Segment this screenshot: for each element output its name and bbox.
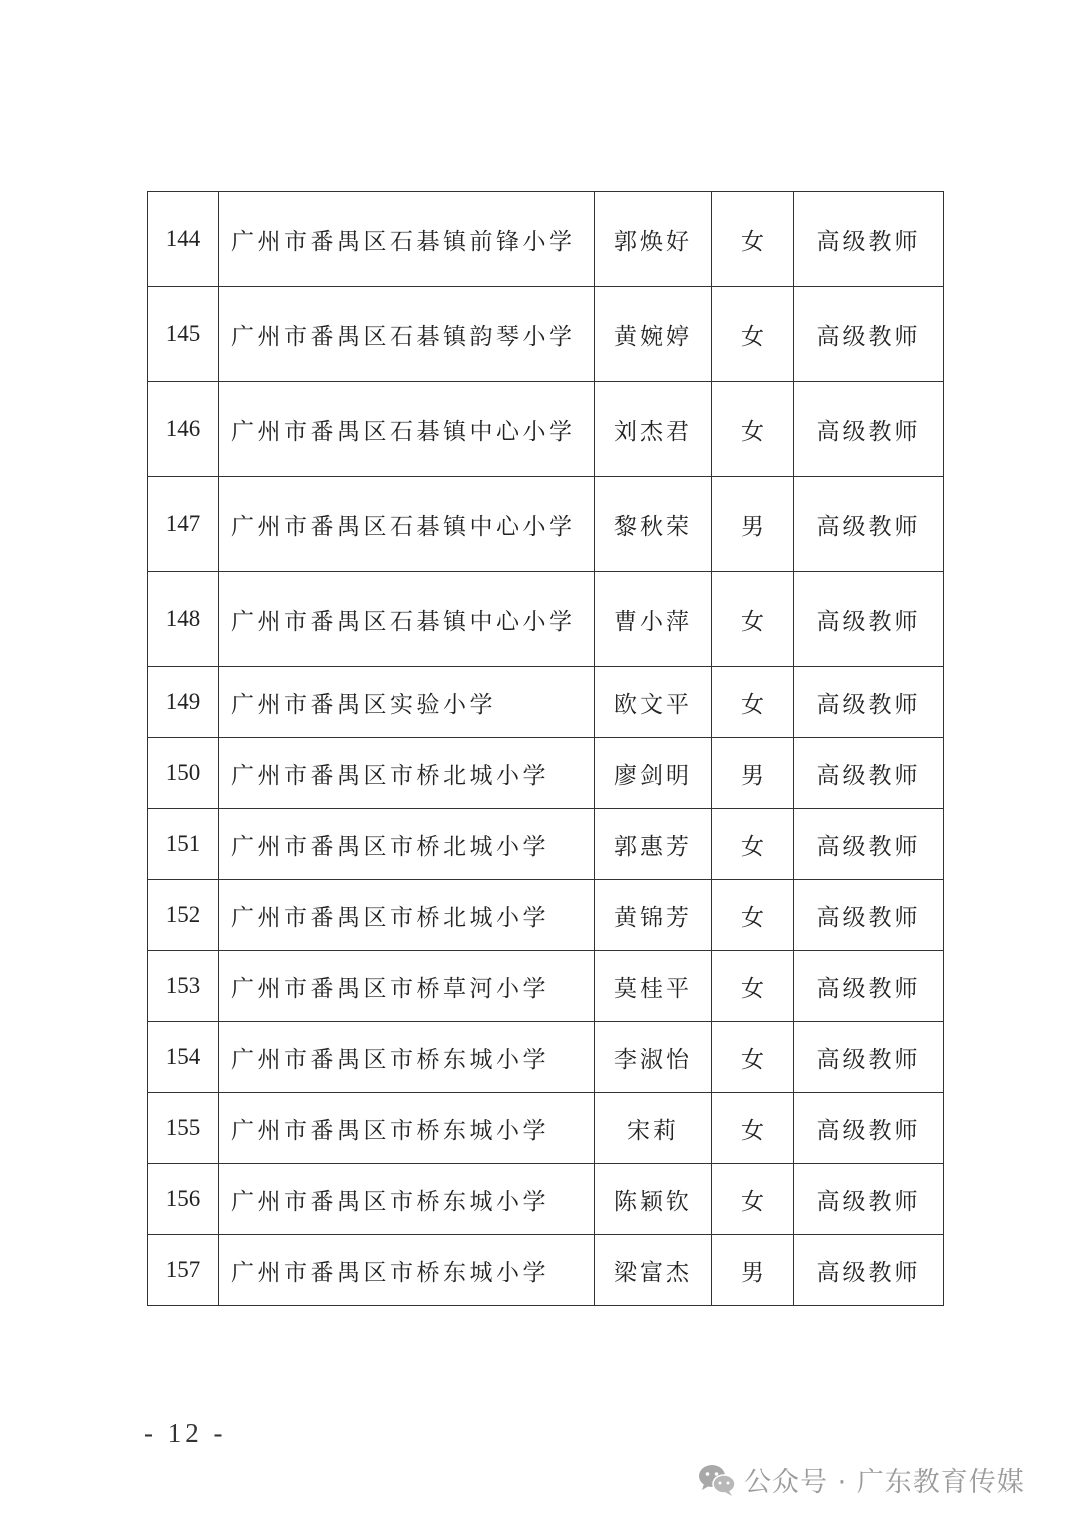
page-number: - 12 - (144, 1418, 227, 1448)
roster-table (147, 191, 944, 1306)
job-title: 高级教师 (794, 1164, 944, 1235)
row-number: 152 (148, 880, 219, 951)
school-name: 广州市番禺区市桥北城小学 (219, 738, 595, 809)
teacher-name: 宋莉 (595, 1093, 712, 1164)
school-name: 广州市番禺区石碁镇中心小学 (219, 382, 595, 477)
school-name: 广州市番禺区市桥北城小学 (219, 809, 595, 880)
school-name: 广州市番禺区石碁镇前锋小学 (219, 192, 595, 287)
teacher-name: 郭焕好 (595, 192, 712, 287)
row-number: 156 (148, 1164, 219, 1235)
gender: 女 (712, 880, 794, 951)
gender: 女 (712, 382, 794, 477)
row-number: 150 (148, 738, 219, 809)
row-number: 144 (148, 192, 219, 287)
row-number: 147 (148, 477, 219, 572)
row-number: 157 (148, 1235, 219, 1306)
watermark (698, 1460, 1025, 1499)
gender: 女 (712, 1093, 794, 1164)
gender: 女 (712, 809, 794, 880)
teacher-name: 李淑怡 (595, 1022, 712, 1093)
watermark-text: 公众号 · 广东教育传媒 (744, 1467, 1025, 1498)
gender: 女 (712, 951, 794, 1022)
row-number: 154 (148, 1022, 219, 1093)
job-title: 高级教师 (794, 951, 944, 1022)
teacher-name: 欧文平 (595, 667, 712, 738)
school-name: 广州市番禺区市桥北城小学 (219, 880, 595, 951)
teacher-name: 郭惠芳 (595, 809, 712, 880)
teacher-name: 廖剑明 (595, 738, 712, 809)
row-number: 145 (148, 287, 219, 382)
job-title: 高级教师 (794, 192, 944, 287)
row-number: 155 (148, 1093, 219, 1164)
job-title: 高级教师 (794, 809, 944, 880)
school-name: 广州市番禺区市桥东城小学 (219, 1235, 595, 1306)
table-row (148, 880, 944, 951)
gender: 男 (712, 477, 794, 572)
table-row (148, 951, 944, 1022)
teacher-name: 曹小萍 (595, 572, 712, 667)
table-row (148, 477, 944, 572)
teacher-name: 黎秋荣 (595, 477, 712, 572)
gender: 女 (712, 667, 794, 738)
gender: 男 (712, 1235, 794, 1306)
wechat-icon (698, 1463, 736, 1497)
school-name: 广州市番禺区石碁镇中心小学 (219, 572, 595, 667)
school-name: 广州市番禺区石碁镇韵琴小学 (219, 287, 595, 382)
teacher-name: 刘杰君 (595, 382, 712, 477)
teacher-name: 黄婉婷 (595, 287, 712, 382)
teacher-name: 莫桂平 (595, 951, 712, 1022)
job-title: 高级教师 (794, 382, 944, 477)
gender: 女 (712, 192, 794, 287)
table-row (148, 738, 944, 809)
gender: 女 (712, 1164, 794, 1235)
row-number: 153 (148, 951, 219, 1022)
school-name: 广州市番禺区市桥东城小学 (219, 1164, 595, 1235)
table-row (148, 1235, 944, 1306)
teacher-name: 黄锦芳 (595, 880, 712, 951)
school-name: 广州市番禺区实验小学 (219, 667, 595, 738)
table-row (148, 572, 944, 667)
job-title: 高级教师 (794, 667, 944, 738)
school-name: 广州市番禺区市桥东城小学 (219, 1022, 595, 1093)
job-title: 高级教师 (794, 738, 944, 809)
job-title: 高级教师 (794, 1022, 944, 1093)
school-name: 广州市番禺区石碁镇中心小学 (219, 477, 595, 572)
table-row (148, 1093, 944, 1164)
table-row (148, 1164, 944, 1235)
job-title: 高级教师 (794, 477, 944, 572)
teacher-name: 陈颖钦 (595, 1164, 712, 1235)
row-number: 151 (148, 809, 219, 880)
job-title: 高级教师 (794, 1235, 944, 1306)
school-name: 广州市番禺区市桥草河小学 (219, 951, 595, 1022)
table-row (148, 1022, 944, 1093)
gender: 女 (712, 287, 794, 382)
table-row (148, 192, 944, 287)
job-title: 高级教师 (794, 287, 944, 382)
gender: 女 (712, 572, 794, 667)
teacher-name: 梁富杰 (595, 1235, 712, 1306)
job-title: 高级教师 (794, 572, 944, 667)
table-row (148, 667, 944, 738)
table-row (148, 287, 944, 382)
table-row (148, 382, 944, 477)
job-title: 高级教师 (794, 880, 944, 951)
school-name: 广州市番禺区市桥东城小学 (219, 1093, 595, 1164)
row-number: 146 (148, 382, 219, 477)
gender: 女 (712, 1022, 794, 1093)
table-row (148, 809, 944, 880)
gender: 男 (712, 738, 794, 809)
row-number: 149 (148, 667, 219, 738)
job-title: 高级教师 (794, 1093, 944, 1164)
row-number: 148 (148, 572, 219, 667)
